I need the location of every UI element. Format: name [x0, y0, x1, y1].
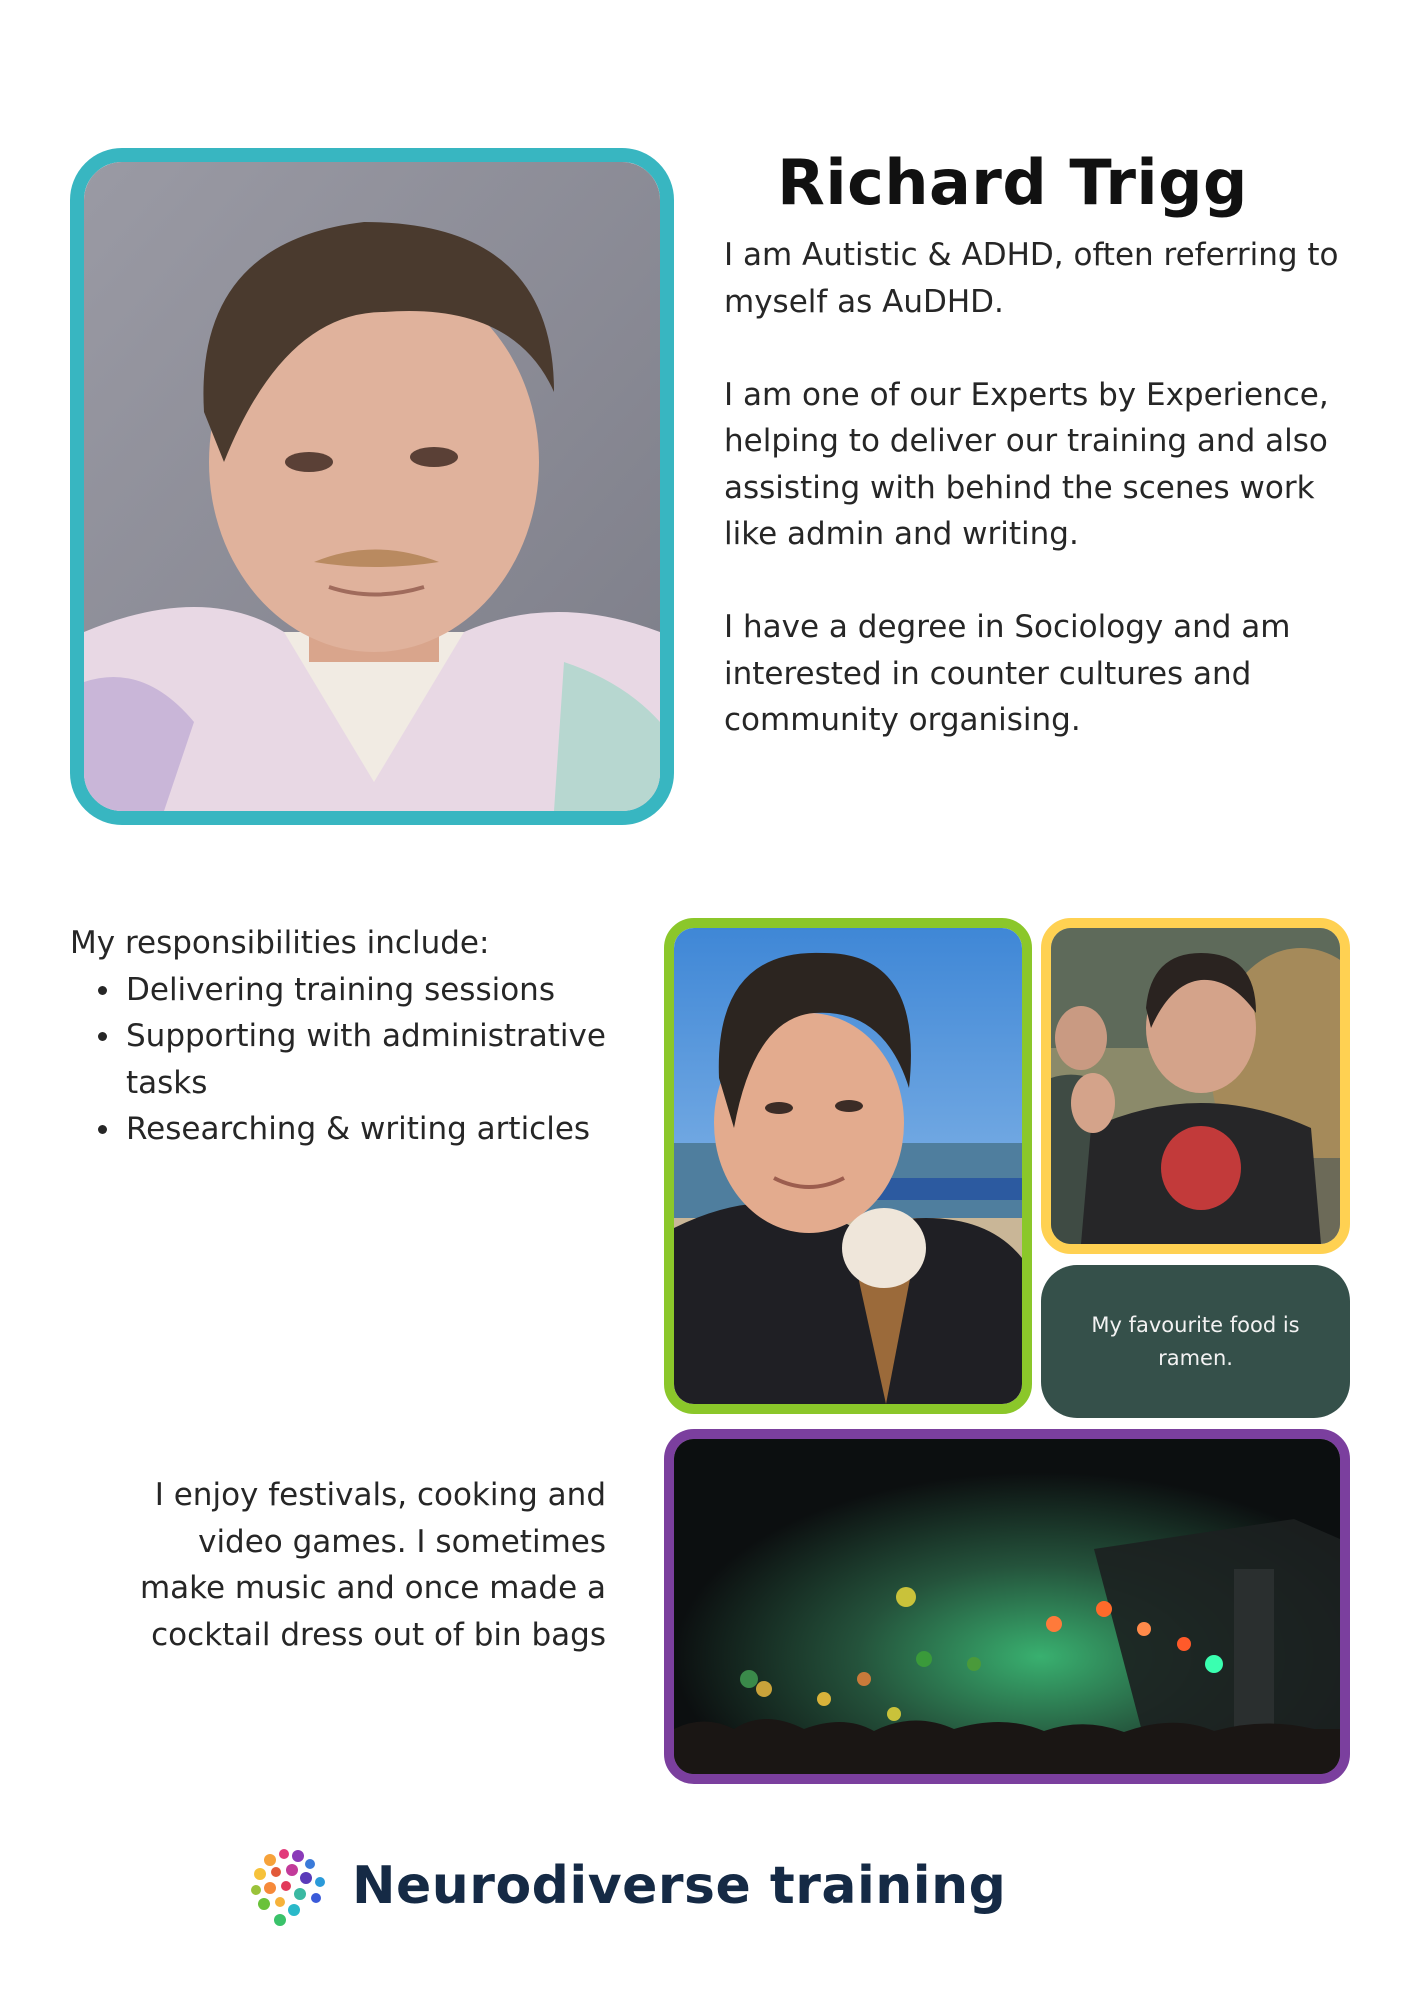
concert-photo — [664, 1429, 1350, 1784]
responsibilities-list — [96, 967, 630, 1153]
bio — [724, 232, 1344, 744]
list-item: Delivering training sessions — [96, 967, 630, 1014]
bio-paragraph: I have a degree in Sociology and am interested in counter cultures and community organising. — [724, 609, 1291, 738]
list-item: Supporting with administrative tasks — [96, 1013, 630, 1106]
bio-paragraph: I am one of our Experts by Experience, helping to deliver our training and also assisting with behind the scenes work like admin and writing. — [724, 376, 1329, 552]
bio-paragraph: I am Autistic & ADHD, often referring to myself as AuDHD. — [724, 237, 1339, 320]
responsibilities-heading: My responsibilities include: — [70, 925, 490, 961]
page-title: Richard Trigg — [777, 146, 1248, 219]
brand-logo — [240, 1838, 1006, 1934]
beach-photo — [664, 918, 1032, 1414]
favourite-food-text: My favourite food is ramen. — [1091, 1312, 1300, 1370]
festival-photo — [1041, 918, 1350, 1254]
profile-photo — [70, 148, 674, 825]
brain-dots-icon — [240, 1838, 336, 1934]
responsibilities-section — [70, 920, 630, 1153]
favourite-food-note — [1041, 1265, 1350, 1418]
festival-photo-image — [1051, 928, 1340, 1244]
list-item: Researching & writing articles — [96, 1106, 630, 1153]
beach-photo-image — [674, 928, 1022, 1404]
concert-photo-image — [674, 1439, 1340, 1774]
brand-name: Neurodiverse training — [352, 1856, 1007, 1916]
hobbies-text: I enjoy festivals, cooking and video games. I sometimes make music and once made a cocktail dress out of bin bags — [139, 1477, 606, 1653]
profile-photo-image — [84, 162, 660, 811]
